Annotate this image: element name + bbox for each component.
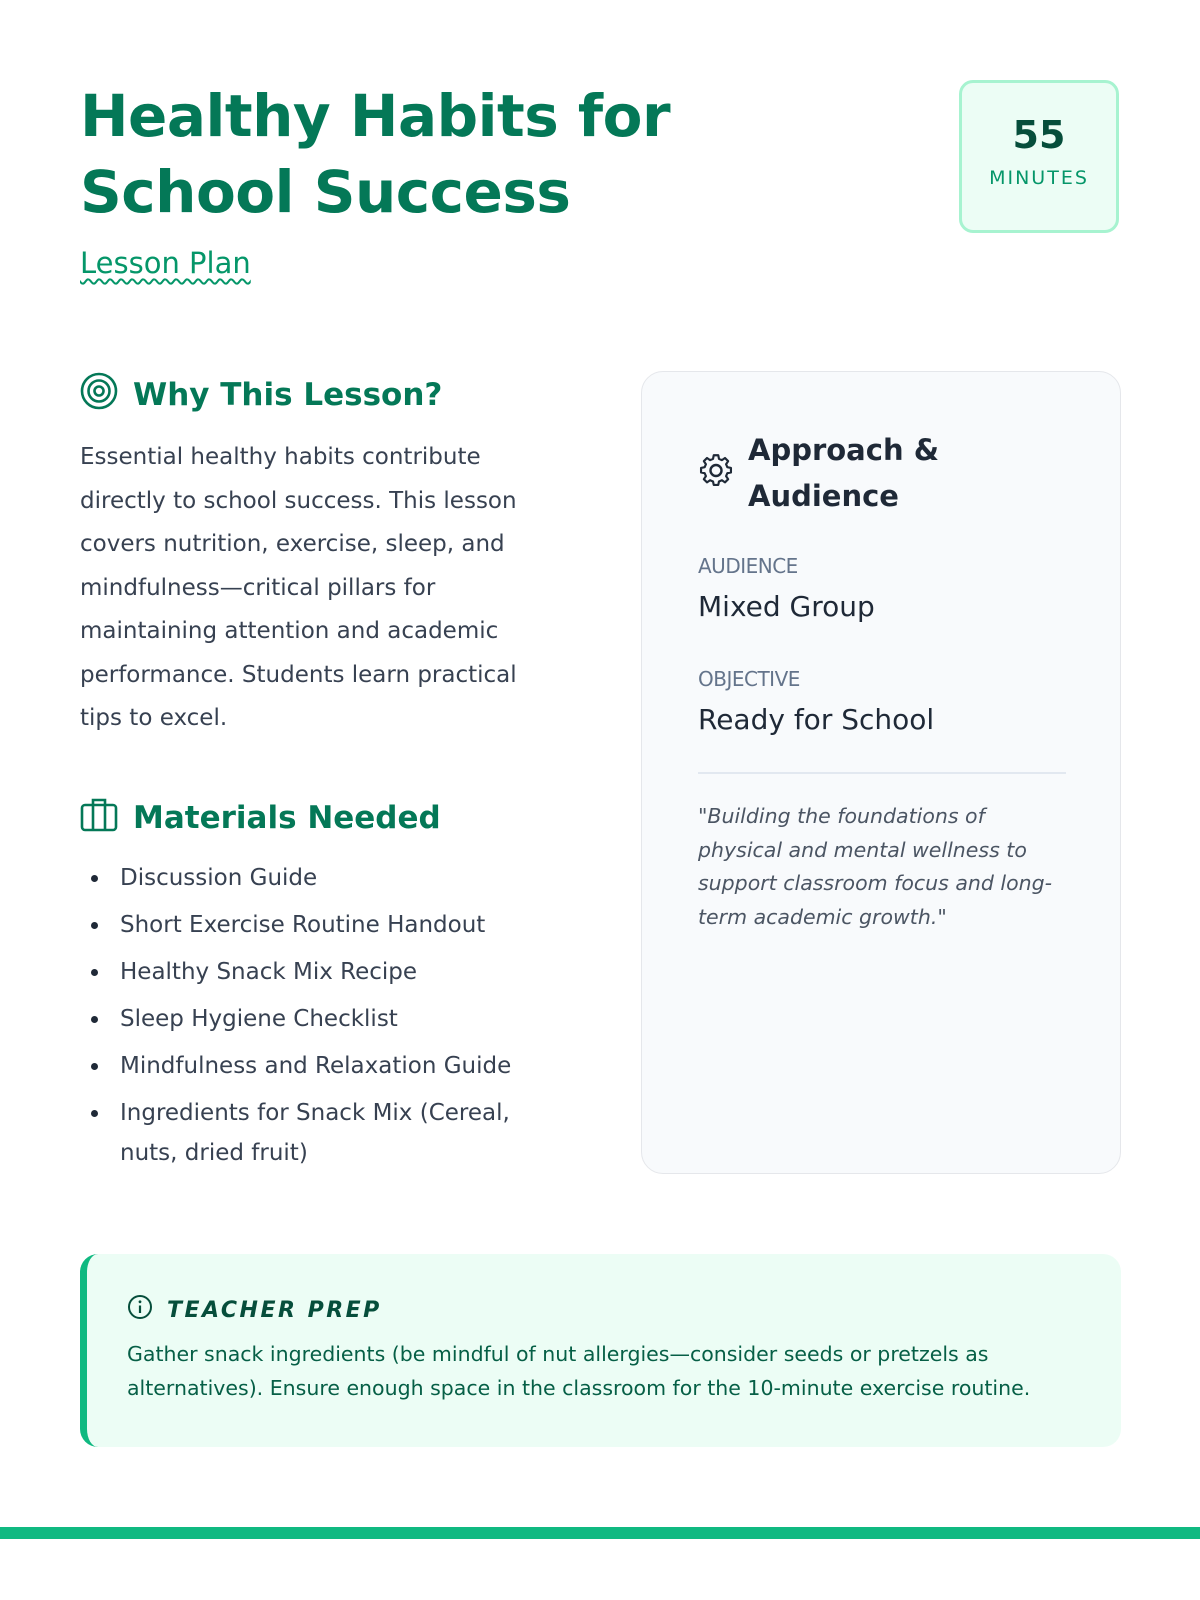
- list-item: Discussion Guide: [80, 858, 560, 898]
- why-heading-text: Why This Lesson?: [133, 377, 443, 413]
- teacher-prep-heading-text: TEACHER PREP: [167, 1297, 382, 1323]
- audience-value: Mixed Group: [698, 590, 875, 623]
- list-item: Mindfulness and Relaxation Guide: [80, 1046, 560, 1086]
- teacher-prep-heading: [127, 1294, 382, 1326]
- duration-badge: [959, 80, 1119, 233]
- card-divider: [698, 772, 1066, 774]
- materials-heading-text: Materials Needed: [133, 800, 441, 836]
- list-item: Short Exercise Routine Handout: [80, 905, 560, 945]
- list-item: Sleep Hygiene Checklist: [80, 999, 560, 1039]
- briefcase-icon: [80, 795, 118, 841]
- objective-label: OBJECTIVE: [698, 667, 800, 691]
- page-subtitle: Lesson Plan: [80, 246, 251, 280]
- teacher-prep-callout: [80, 1254, 1121, 1447]
- materials-section-heading: [80, 795, 441, 841]
- gear-icon: [698, 453, 734, 493]
- page-title: Healthy Habits for School Success: [80, 82, 671, 226]
- approach-heading: [698, 427, 1008, 519]
- list-item: Ingredients for Snack Mix (Cereal, nuts, dried fruit): [80, 1093, 560, 1173]
- approach-quote: "Building the foundations of physical and mental wellness to support classroom focus and long-term academic growth.": [698, 804, 1053, 929]
- duration-unit: MINUTES: [989, 167, 1089, 189]
- list-item: Healthy Snack Mix Recipe: [80, 952, 560, 992]
- objective-value: Ready for School: [698, 703, 935, 736]
- why-body: Essential healthy habits contribute directly to school success. This lesson covers nutrition, exercise, sleep, and mindfulness—critical pillars for maintaining attention and academic performance. Students learn practical tips to excel.: [80, 444, 517, 731]
- target-icon: [80, 372, 118, 418]
- materials-list: [80, 858, 560, 1180]
- approach-card: [641, 371, 1121, 1174]
- duration-value: 55: [1012, 113, 1066, 157]
- info-icon: [127, 1294, 153, 1326]
- footer-accent-bar: [0, 1527, 1200, 1539]
- approach-heading-text: Approach & Audience: [748, 433, 939, 513]
- why-section-heading: [80, 372, 442, 418]
- audience-label: AUDIENCE: [698, 554, 798, 578]
- teacher-prep-body: Gather snack ingredients (be mindful of nut allergies—consider seeds or pretzels as alternatives). Ensure enough space in the classroom for the 10-minute exercise routine.: [127, 1342, 1031, 1400]
